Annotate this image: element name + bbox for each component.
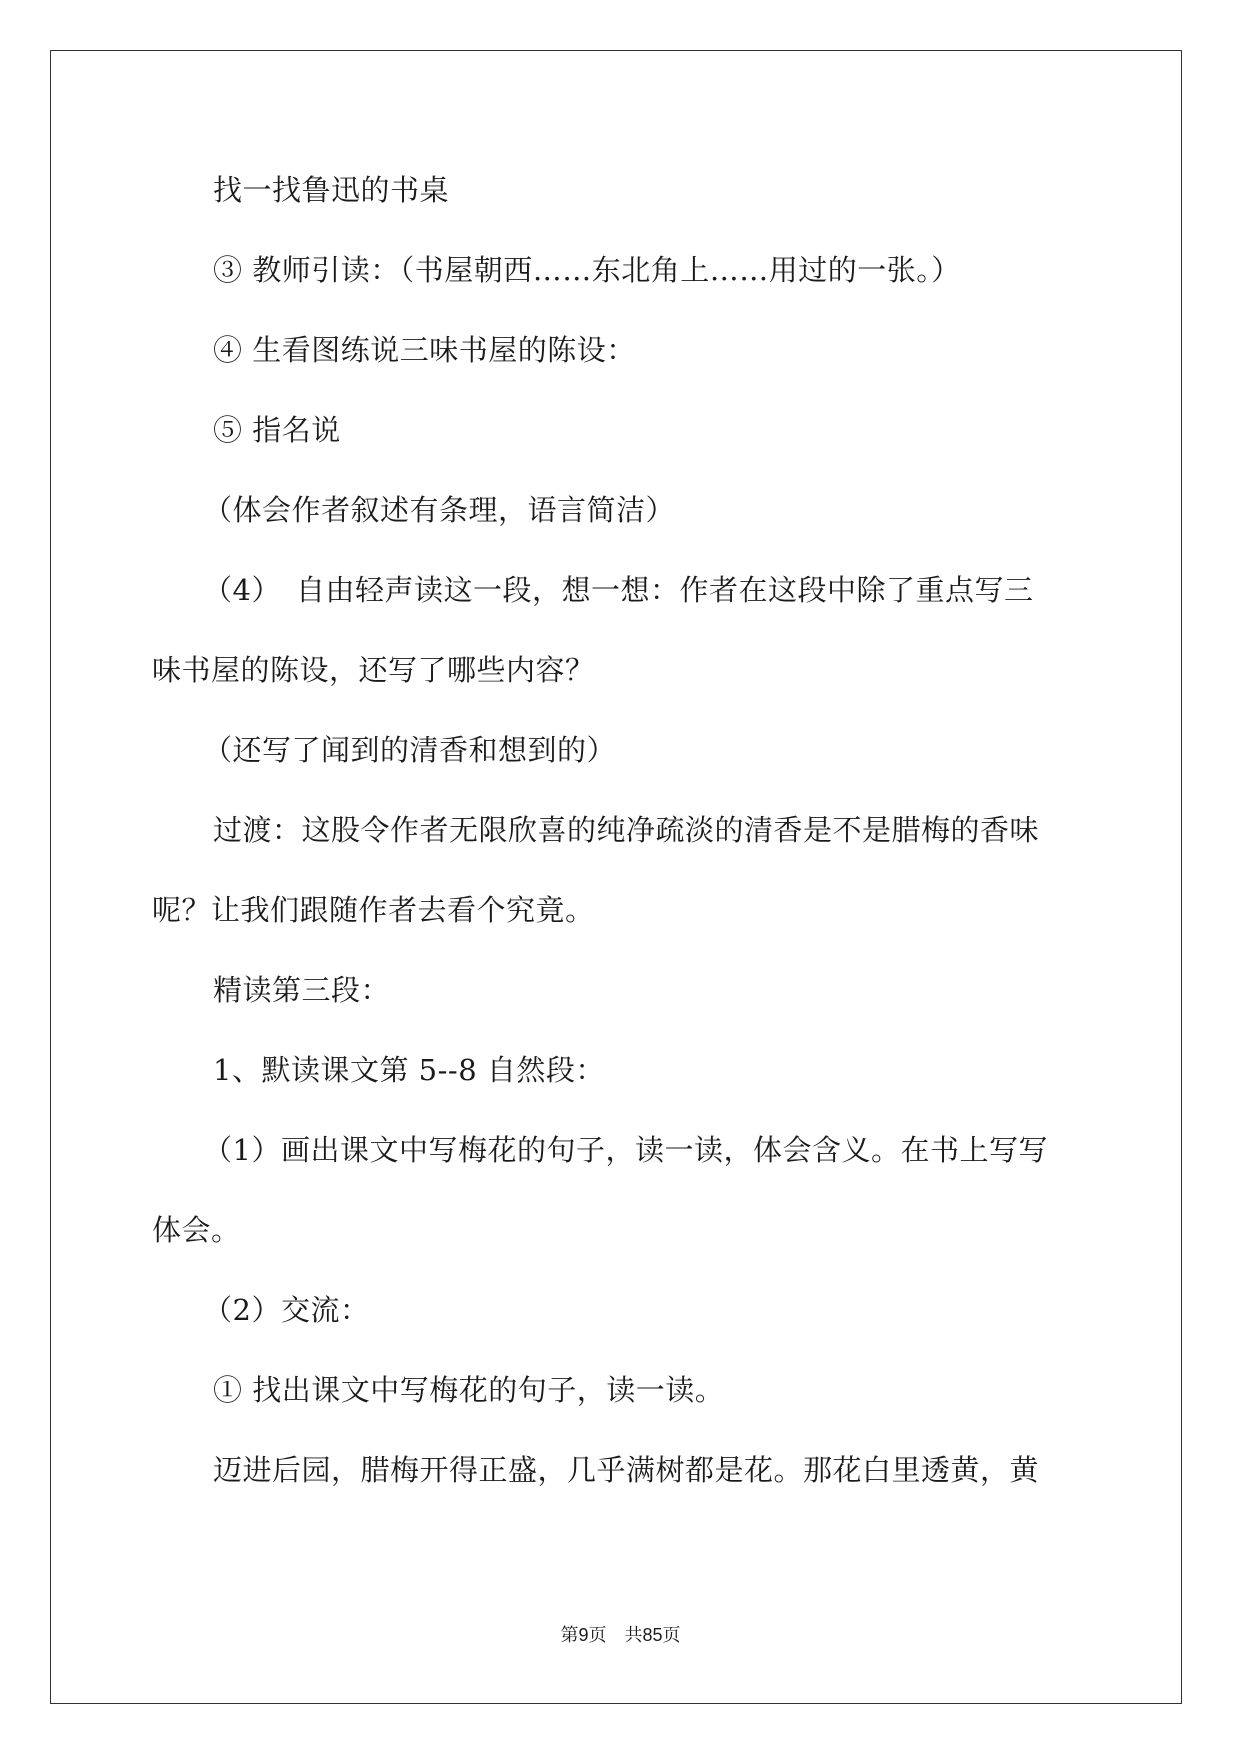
footer-page-prefix: 第 <box>560 1625 579 1646</box>
text-line: （2）交流： <box>203 1293 370 1327</box>
footer-total-prefix: 共 <box>624 1625 643 1646</box>
text-line: 找一找鲁迅的书桌 <box>213 173 450 207</box>
text-line: 过渡：这股令作者无限欣喜的纯净疏淡的清香是不是腊梅的香味 <box>213 813 1040 847</box>
text-line: （还写了闻到的清香和想到的） <box>203 733 617 767</box>
text-line: 呢？让我们跟随作者去看个究竟。 <box>152 893 595 927</box>
footer-page-suffix: 页 <box>588 1625 607 1646</box>
page-footer <box>0 1623 1241 1648</box>
text-line: （1）画出课文中写梅花的句子，读一读，体会含义。在书上写写 <box>203 1133 1048 1167</box>
footer-page-number: 9 <box>578 1625 589 1645</box>
footer-total-suffix: 页 <box>662 1625 681 1646</box>
text-line: 1、默读课文第 5--8 自然段： <box>213 1053 605 1087</box>
text-line: ③ 教师引读：（书屋朝西……东北角上……用过的一张。） <box>213 253 961 287</box>
footer-total-pages: 85 <box>642 1625 663 1645</box>
text-line: （4） 自由轻声读这一段，想一想：作者在这段中除了重点写三 <box>203 573 1034 607</box>
text-line: 迈进后园，腊梅开得正盛，几乎满树都是花。那花白里透黄，黄 <box>213 1453 1040 1487</box>
text-line: 精读第三段： <box>213 973 391 1007</box>
text-line: 体会。 <box>152 1213 241 1247</box>
text-line: ④ 生看图练说三味书屋的陈设： <box>213 333 636 367</box>
text-line: （体会作者叙述有条理，语言简洁） <box>203 493 676 527</box>
text-line: 味书屋的陈设，还写了哪些内容？ <box>152 653 595 687</box>
text-line: ① 找出课文中写梅花的句子，读一读。 <box>213 1373 725 1407</box>
text-line: ⑤ 指名说 <box>213 413 341 447</box>
